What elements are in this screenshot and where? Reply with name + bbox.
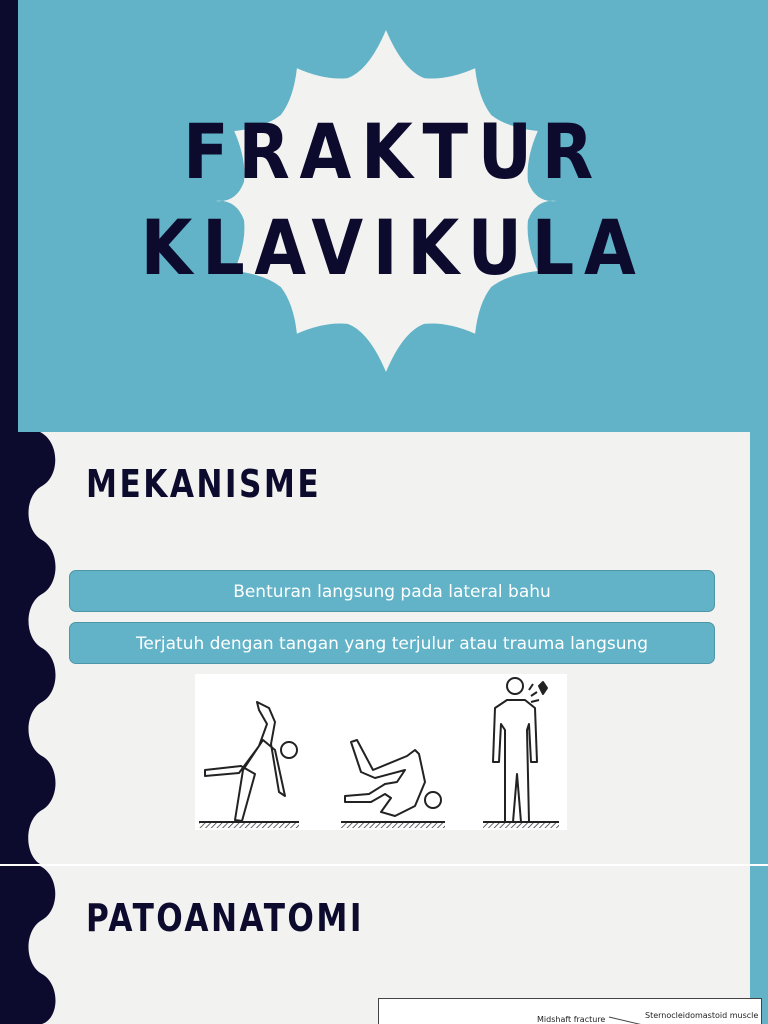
- slide-left-bar: [0, 0, 18, 432]
- slide-right-strip: [750, 432, 768, 864]
- mechanism-illustration: [195, 674, 567, 830]
- mechanism-slide: [0, 432, 768, 864]
- standing-person-shoulder-pain-icon: [493, 678, 547, 822]
- section-heading: MEKANISME: [86, 462, 322, 506]
- diagram-label-midshaft: Midshaft fracture: [537, 1015, 606, 1024]
- diagram-pointer: [607, 1015, 647, 1024]
- pathoanatomy-slide: [0, 866, 768, 1024]
- falling-person-icon: [205, 702, 297, 821]
- wavy-left-border: [0, 866, 60, 1024]
- clavicle-diagram: [378, 998, 762, 1024]
- mechanism-item-direct-impact: Benturan langsung pada lateral bahu: [69, 570, 715, 612]
- title-line-2: KLAVIKULA: [140, 203, 646, 292]
- diagram-label-muscle: Sternocleidomastoid muscle: [645, 1011, 759, 1020]
- title-line-1: FRAKTUR: [183, 107, 603, 196]
- fallen-person-icon: [345, 740, 441, 816]
- section-heading: PATOANATOMI: [86, 896, 364, 940]
- title-slide: [0, 0, 768, 432]
- wavy-left-border: [0, 432, 60, 864]
- slide-title: [63, 104, 723, 296]
- mechanism-figures: [195, 674, 567, 830]
- mechanism-item-outstretched-hand: Terjatuh dengan tangan yang terjulur atau trauma langsung: [69, 622, 715, 664]
